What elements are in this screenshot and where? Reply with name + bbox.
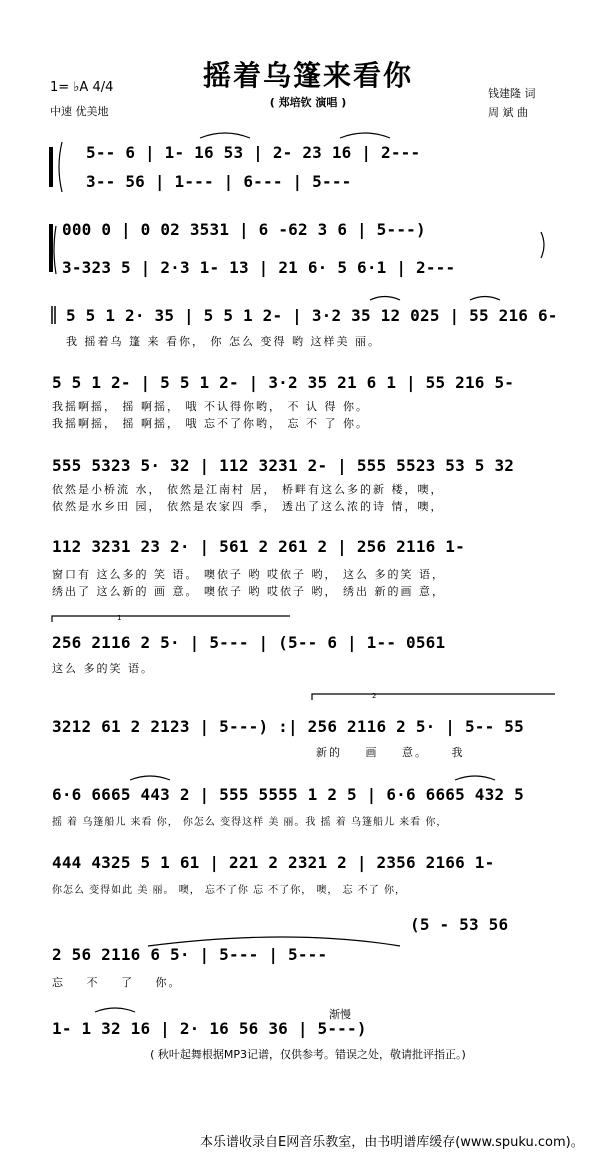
key-signature: 1= ♭A 4/4: [50, 80, 114, 95]
lyric-line: 我摇啊摇， 摇 啊摇， 哦 不认得你哟， 不 认 得 你。: [52, 400, 369, 413]
lyric-line: 窗口有 这么多的 笑 语。 噢依子 哟 哎依子 哟， 这么 多的笑 语，: [52, 568, 445, 581]
notation-line: 6·6 6665 443 2 | 555 5555 1 2 5 | 6·6 6665 432 5: [52, 785, 524, 804]
notation-line: 5-- 6 | 1- 16 53 | 2- 23 16 | 2---: [86, 143, 421, 162]
lyric-line: 绣出了 这么新的 画 意。 噢依子 哟 哎依子 哟， 绣出 新的画 意，: [52, 585, 445, 598]
notation-line: 5 5 1 2· 35 | 5 5 1 2- | 3·2 35 12 025 | 55 216 6-: [66, 306, 558, 325]
notation-line: 1- 1 32 16 | 2· 16 56 36 | 5---): [52, 1019, 367, 1038]
lyric-line: 新的 画 意。 我: [316, 746, 465, 759]
notation-line: 555 5323 5· 32 | 112 3231 2- | 555 5523 53 5 32: [52, 456, 515, 475]
lyric-line: 这么 多的笑 语。: [52, 662, 154, 675]
composer-credit: 周 斌 曲: [488, 106, 528, 119]
svg-text:2: 2: [372, 692, 377, 700]
page-title: 摇着乌篷来看你: [202, 59, 413, 92]
notation-line: 112 3231 23 2· | 561 2 261 2 | 256 2116 1-: [52, 537, 465, 556]
notation-line: 256 2116 2 5· | 5--- | (5-- 6 | 1-- 0561: [52, 633, 446, 652]
notation-line: 3-- 56 | 1--- | 6--- | 5---: [86, 172, 352, 191]
tempo-annotation: 渐慢: [329, 1008, 351, 1021]
notation-line: 5 5 1 2- | 5 5 1 2- | 3·2 35 21 6 1 | 55 216 5-: [52, 373, 515, 392]
tempo-marking: 中速 优美地: [50, 105, 109, 118]
source-footer: 本乐谱收录自E网音乐教室，由书明谱库缓存(www.spuku.com)。: [200, 1135, 584, 1150]
notation-line: 2 56 2116 6 5· | 5--- | 5---: [52, 945, 328, 964]
lyric-line: 你怎么 变得如此 美 丽。 噢， 忘不了你 忘 不了你， 噢， 忘 不了 你，: [52, 885, 406, 896]
lyric-line: 我摇啊摇， 摇 啊摇， 哦 忘不了你哟， 忘 不 了 你。: [52, 417, 369, 430]
lyric-line: 依然是水乡田 园， 依然是农家四 季， 透出了这么浓的诗 情，噢，: [52, 500, 444, 513]
lyric-line: 依然是小桥流 水， 依然是江南村 居， 桥畔有这么多的新 楼，噢，: [52, 483, 444, 496]
lyricist-credit: 钱建隆 词: [488, 87, 536, 100]
notation-line: 000 0 | 0 02 3531 | 6 -62 3 6 | 5---): [62, 220, 426, 239]
notation-line: (5 - 53 56: [410, 915, 509, 934]
transcription-note: ( 秋叶起舞根据MP3记谱，仅供参考。错误之处，敬请批评指正。): [150, 1048, 466, 1061]
notation-line: 3-323 5 | 2·3 1- 13 | 21 6· 5 6·1 | 2---: [62, 258, 456, 277]
lyric-line: 摇 着 乌篷船儿 来看 你， 你怎么 变得这样 美 丽。我 摇 着 乌篷船儿 来看 你，: [52, 817, 448, 828]
svg-text:1: 1: [117, 614, 122, 622]
singer-credit: ( 郑培钦 演唱 ): [269, 96, 347, 109]
lyric-line: 忘 不 了 你。: [52, 976, 182, 989]
lyric-line: 我 摇着乌 篷 来 看你， 你 怎么 变得 哟 这样美 丽。: [66, 335, 381, 348]
notation-line: 444 4325 5 1 61 | 221 2 2321 2 | 2356 2166 1-: [52, 853, 495, 872]
notation-line: 3212 61 2 2123 | 5---) :| 256 2116 2 5· | 5-- 55: [52, 717, 524, 736]
